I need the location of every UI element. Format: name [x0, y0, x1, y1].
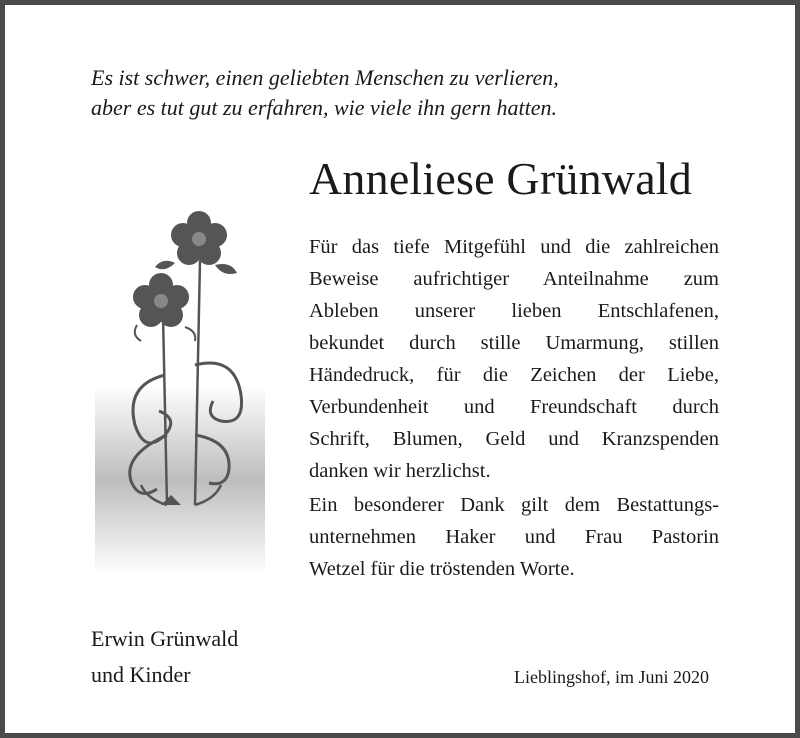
deceased-name: Anneliese Grünwald [309, 153, 692, 204]
special-thanks-line: unternehmen Haker und Frau Pastorin [309, 526, 719, 548]
motto-line-2: aber es tut gut zu erfahren, wie viele ihn gern hatten. [91, 95, 557, 120]
flower-icon [95, 205, 265, 575]
signature [91, 621, 238, 693]
special-thanks-line: Ein besonderer Dank gilt dem Bestattungs- [309, 494, 719, 516]
special-thanks-line: Wetzel für die tröstenden Worte. [309, 558, 575, 580]
gratitude-line: Schrift, Blumen, Geld und Kranzspenden [309, 428, 719, 450]
gratitude-line: Für das tiefe Mitgefühl und die zahlreichen [309, 236, 719, 258]
signature-line-2: und Kinder [91, 662, 191, 687]
gratitude-paragraph [309, 231, 719, 487]
gratitude-line: bekundet durch stille Umarmung, stillen [309, 332, 719, 354]
gratitude-line: Ableben unserer lieben Entschlafenen, [309, 300, 719, 322]
gratitude-line: danken wir herzlichst. [309, 460, 491, 482]
signature-line-1: Erwin Grünwald [91, 626, 239, 651]
motto-line-1: Es ist schwer, einen geliebten Menschen zu verlieren, [91, 65, 559, 90]
place-date: Lieblingshof, im Juni 2020 [514, 667, 709, 687]
special-thanks-paragraph [309, 489, 719, 585]
gratitude-line: Verbundenheit und Freundschaft durch [309, 396, 719, 418]
gratitude-line: Händedruck, für die Zeichen der Liebe, [309, 364, 719, 386]
motto-quote [91, 63, 731, 123]
gratitude-line: Beweise aufrichtiger Anteilnahme zum [309, 268, 719, 290]
